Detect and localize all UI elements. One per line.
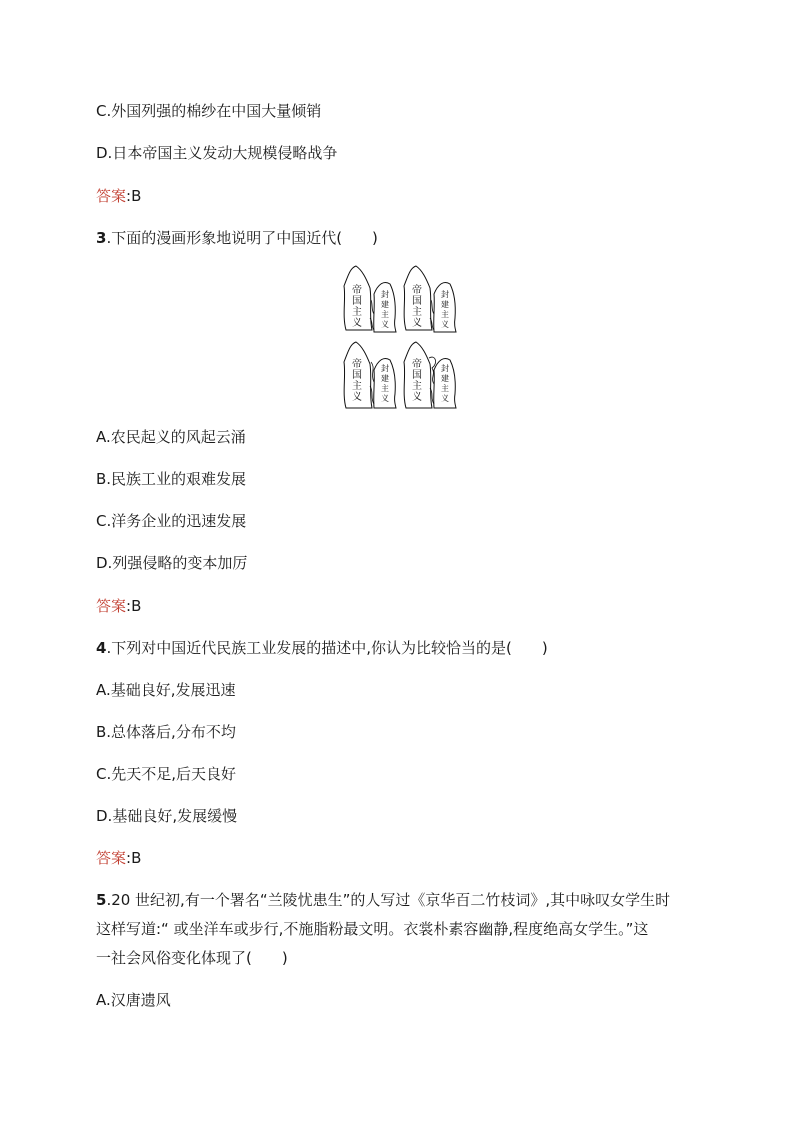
small-label-char: 主 [381, 384, 389, 393]
small-label-char: 建 [441, 300, 449, 309]
big-label-char: 帝 [352, 359, 362, 370]
answer-colon: : [126, 187, 132, 205]
big-label-char: 主 [352, 307, 362, 318]
big-label-char: 主 [352, 381, 362, 392]
small-label-char: 建 [381, 300, 389, 309]
small-label-char: 义 [441, 320, 449, 329]
q4-option-b: B.总体落后,分布不均 [96, 723, 236, 741]
q4-stem-text: .下列对中国近代民族工业发展的描述中,你认为比较恰当的是( ) [106, 639, 548, 657]
q4-option-d: D.基础良好,发展缓慢 [96, 807, 238, 825]
small-label-char: 主 [441, 384, 449, 393]
cartoon-image [340, 264, 458, 410]
small-label-char: 封 [381, 290, 389, 299]
q4-answer [96, 848, 141, 868]
big-label-char: 义 [412, 392, 422, 403]
answer-colon: : [126, 597, 132, 615]
q4-stem [96, 638, 548, 658]
big-label-char: 主 [412, 381, 422, 392]
answer-colon: : [126, 849, 132, 867]
answer-label: 答案 [96, 187, 127, 205]
big-label-char: 主 [412, 307, 422, 318]
q4-option-c: C.先天不足,后天良好 [96, 765, 237, 783]
big-label-char: 国 [352, 370, 362, 381]
small-label-char: 封 [441, 290, 449, 299]
small-label-char: 主 [441, 310, 449, 319]
q5-stem-line2: 这样写道:“ 或坐洋车或步行,不施脂粉最文明。衣裳朴素容幽静,程度绝高女学生。”这 [96, 920, 649, 938]
answer-value: B [131, 597, 142, 615]
small-label-char: 建 [441, 374, 449, 383]
big-label-char: 国 [412, 296, 422, 307]
small-label-char: 义 [441, 394, 449, 403]
small-label-char: 主 [381, 310, 389, 319]
q5-stem-text: .20 世纪初,有一个署名“兰陵忧患生”的人写过《京华百二竹枝词》,其中咏叹女学生时 [106, 891, 671, 909]
big-label-char: 帝 [352, 285, 362, 296]
q3-option-c: C.洋务企业的迅速发展 [96, 512, 247, 530]
prev-option-d: D.日本帝国主义发动大规模侵略战争 [96, 144, 338, 162]
answer-value: B [131, 849, 142, 867]
q3-stem [96, 228, 378, 248]
answer-value: B [131, 187, 142, 205]
q3-stem-text: .下面的漫画形象地说明了中国近代( ) [106, 229, 378, 247]
small-label-char: 建 [381, 374, 389, 383]
big-label-char: 帝 [412, 285, 422, 296]
big-label-char: 义 [412, 318, 422, 329]
small-label-char: 义 [381, 320, 389, 329]
big-label-char: 帝 [412, 359, 422, 370]
q5-option-a: A.汉唐遗风 [96, 991, 171, 1009]
q5-stem-line1 [96, 890, 670, 910]
prev-answer [96, 186, 141, 206]
q3-option-a: A.农民起义的风起云涌 [96, 428, 246, 446]
answer-label: 答案 [96, 597, 127, 615]
small-label-char: 封 [441, 364, 449, 373]
answer-label: 答案 [96, 849, 127, 867]
big-label-char: 国 [412, 370, 422, 381]
q3-number: 3 [96, 229, 107, 247]
small-label-char: 封 [381, 364, 389, 373]
big-label-char: 义 [352, 392, 362, 403]
q3-answer [96, 596, 141, 616]
big-label-char: 国 [352, 296, 362, 307]
q3-option-b: B.民族工业的艰难发展 [96, 470, 247, 488]
q5-stem-line3: 一社会风俗变化体现了( ) [96, 949, 288, 967]
q4-number: 4 [96, 639, 107, 657]
q3-option-d: D.列强侵略的变本加厉 [96, 554, 248, 572]
q4-option-a: A.基础良好,发展迅速 [96, 681, 236, 699]
prev-option-c: C.外国列强的棉纱在中国大量倾销 [96, 102, 322, 120]
q5-number: 5 [96, 891, 107, 909]
big-label-char: 义 [352, 318, 362, 329]
small-label-char: 义 [381, 394, 389, 403]
